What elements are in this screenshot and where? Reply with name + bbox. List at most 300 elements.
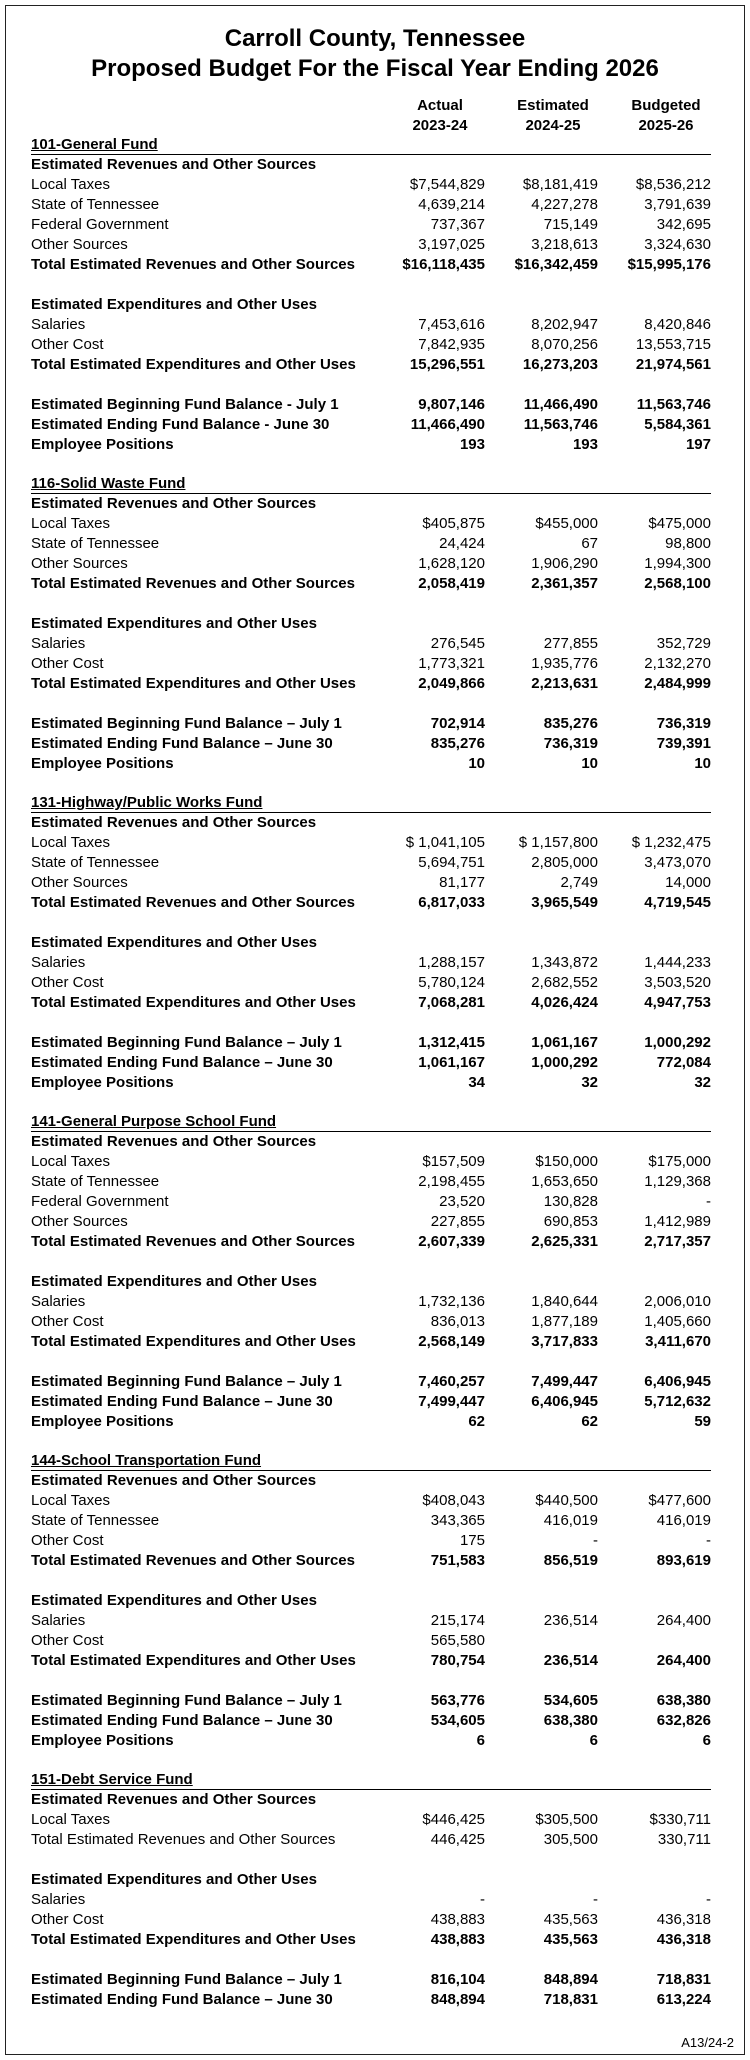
section-heading-row xyxy=(31,1591,711,1611)
row-label: Estimated Beginning Fund Balance - July 1 xyxy=(31,396,339,413)
row-label: Estimated Expenditures and Other Uses xyxy=(31,934,317,951)
row-label: Employee Positions xyxy=(31,1732,174,1749)
table-row xyxy=(31,873,711,893)
row-label: State of Tennessee xyxy=(31,854,160,871)
row-label: Total Estimated Expenditures and Other Uses xyxy=(31,994,356,1011)
value-actual: $157,509 xyxy=(422,1153,485,1170)
value-actual: 7,460,257 xyxy=(418,1373,485,1390)
fund-title: 131-Highway/Public Works Fund xyxy=(31,794,711,813)
value-estimated: 62 xyxy=(581,1413,598,1430)
value-estimated xyxy=(485,1631,598,1651)
value-actual: 11,466,490 xyxy=(410,416,485,433)
row-label: Local Taxes xyxy=(31,834,110,851)
value-actual: 780,754 xyxy=(430,1652,485,1669)
row-label: Total Estimated Expenditures and Other Uses xyxy=(31,356,356,373)
row-label: Other Cost xyxy=(31,1632,104,1649)
table-row xyxy=(31,1551,711,1571)
row-label: Other Sources xyxy=(31,1213,128,1230)
value-budgeted: 5,584,361 xyxy=(644,416,711,433)
value-estimated: 3,717,833 xyxy=(531,1333,598,1350)
fund-title: 116-Solid Waste Fund xyxy=(31,475,711,494)
table-row xyxy=(31,654,711,674)
value-actual: 1,628,120 xyxy=(418,555,485,572)
row-label: Estimated Expenditures and Other Uses xyxy=(31,296,317,313)
column-header-budgeted: Budgeted 2025-26 xyxy=(631,97,701,134)
row-label: State of Tennessee xyxy=(31,196,160,213)
table-row xyxy=(31,973,711,993)
fund-title: 101-General Fund xyxy=(31,136,711,155)
table-row xyxy=(31,754,711,774)
table-row xyxy=(31,734,711,754)
row-label: Other Sources xyxy=(31,874,128,891)
row-label: Other Cost xyxy=(31,1532,104,1549)
table-row xyxy=(31,235,711,255)
value-budgeted: 2,484,999 xyxy=(644,675,711,692)
value-budgeted: 98,800 xyxy=(665,535,711,552)
value-estimated: 638,380 xyxy=(543,1712,598,1729)
value-budgeted: 352,729 xyxy=(656,635,711,652)
section-heading-row xyxy=(31,1272,711,1292)
row-label: Estimated Beginning Fund Balance – July 1 xyxy=(31,1034,342,1051)
value-estimated: 1,061,167 xyxy=(531,1034,598,1051)
value-actual: 2,058,419 xyxy=(418,575,485,592)
value-actual: 7,499,447 xyxy=(418,1393,485,1410)
value-budgeted: $330,711 xyxy=(649,1811,711,1828)
value-actual: 835,276 xyxy=(430,735,485,752)
value-estimated: 435,563 xyxy=(543,1911,598,1928)
value-estimated: 718,831 xyxy=(543,1991,598,2008)
value-budgeted: 1,412,989 xyxy=(644,1213,711,1230)
value-actual: 215,174 xyxy=(430,1612,485,1629)
value-actual: 3,197,025 xyxy=(418,236,485,253)
value-actual: 23,520 xyxy=(439,1193,485,1210)
row-label: Other Sources xyxy=(31,555,128,572)
value-actual: 5,694,751 xyxy=(418,854,485,871)
value-budgeted: 5,712,632 xyxy=(644,1393,711,1410)
fund-title: 151-Debt Service Fund xyxy=(31,1771,711,1790)
table-row xyxy=(31,1053,711,1073)
value-actual: 4,639,214 xyxy=(418,196,485,213)
value-budgeted: 772,084 xyxy=(656,1054,711,1071)
table-row xyxy=(31,1711,711,1731)
value-actual: 737,367 xyxy=(430,216,485,233)
value-estimated: 7,499,447 xyxy=(531,1373,598,1390)
fund-spacer xyxy=(31,455,711,475)
value-estimated: 4,026,424 xyxy=(531,994,598,1011)
column-header-estimated: Estimated 2024-25 xyxy=(517,97,589,134)
row-label: Salaries xyxy=(31,954,86,971)
value-estimated: 1,343,872 xyxy=(531,954,598,971)
value-actual: 534,605 xyxy=(430,1712,485,1729)
row-label: Total Estimated Expenditures and Other Uses xyxy=(31,1333,356,1350)
table-row xyxy=(31,1731,711,1751)
value-budgeted: 436,318 xyxy=(656,1911,711,1928)
table-row xyxy=(31,554,711,574)
table-row xyxy=(31,1212,711,1232)
value-budgeted: 59 xyxy=(694,1413,711,1430)
value-budgeted: 1,129,368 xyxy=(644,1173,711,1190)
value-budgeted: 11,563,746 xyxy=(636,396,711,413)
value-actual: 193 xyxy=(459,436,485,453)
value-budgeted: 330,711 xyxy=(657,1831,711,1848)
value-actual: 7,068,281 xyxy=(418,994,485,1011)
value-actual: 438,883 xyxy=(430,1911,485,1928)
table-row xyxy=(31,1970,711,1990)
table-row xyxy=(31,1611,711,1631)
row-label: Estimated Expenditures and Other Uses xyxy=(31,1273,317,1290)
row-label: Estimated Ending Fund Balance – June 30 xyxy=(31,1393,333,1410)
row-label: Employee Positions xyxy=(31,1413,174,1430)
value-estimated: $8,181,419 xyxy=(522,176,598,193)
value-actual: 62 xyxy=(468,1413,485,1430)
row-label: Estimated Revenues and Other Sources xyxy=(31,1133,317,1150)
table-row xyxy=(31,415,711,435)
value-budgeted: 3,324,630 xyxy=(644,236,711,253)
table-row xyxy=(31,1152,711,1172)
value-budgeted: $475,000 xyxy=(648,515,711,532)
row-label: Total Estimated Revenues and Other Sources xyxy=(31,1552,355,1569)
value-actual: 227,855 xyxy=(430,1213,485,1230)
column-header-actual: Actual 2023-24 xyxy=(412,97,468,134)
section-heading-row xyxy=(31,614,711,634)
value-actual: 816,104 xyxy=(430,1971,485,1988)
value-budgeted: 436,318 xyxy=(656,1931,711,1948)
table-row xyxy=(31,1312,711,1332)
value-estimated: 2,682,552 xyxy=(531,974,598,991)
value-estimated: 277,855 xyxy=(543,635,598,652)
value-estimated: 6 xyxy=(589,1732,598,1749)
table-row xyxy=(31,315,711,335)
table-row xyxy=(31,1511,711,1531)
value-budgeted: $8,536,212 xyxy=(635,176,711,193)
value-budgeted: 3,503,520 xyxy=(644,974,711,991)
value-estimated: 2,625,331 xyxy=(531,1233,598,1250)
table-row xyxy=(31,1073,711,1093)
value-estimated: - xyxy=(593,1891,598,1908)
row-label: Salaries xyxy=(31,1612,86,1629)
table-row xyxy=(31,435,711,455)
fund-section xyxy=(31,794,711,1093)
value-budgeted: 264,400 xyxy=(656,1612,711,1629)
table-row xyxy=(31,853,711,873)
value-actual: $7,544,829 xyxy=(409,176,485,193)
table-row xyxy=(31,953,711,973)
row-label: Local Taxes xyxy=(31,176,110,193)
value-budgeted: 13,553,715 xyxy=(635,336,711,353)
value-estimated: 835,276 xyxy=(543,715,598,732)
table-row xyxy=(31,1930,711,1950)
value-budgeted: $15,995,176 xyxy=(627,256,711,273)
table-row xyxy=(31,335,711,355)
table-row xyxy=(31,395,711,415)
table-row xyxy=(31,1392,711,1412)
row-label: Total Estimated Revenues and Other Sources xyxy=(31,256,355,273)
row-label: Total Estimated Expenditures and Other Uses xyxy=(31,675,356,692)
fund-section xyxy=(31,1771,711,2010)
value-budgeted: 8,420,846 xyxy=(644,316,711,333)
value-estimated: 16,273,203 xyxy=(522,356,598,373)
funds-container xyxy=(6,136,744,2010)
value-actual: 24,424 xyxy=(439,535,485,552)
page-title: Carroll County, Tennessee xyxy=(224,25,526,52)
value-budgeted: 21,974,561 xyxy=(635,356,711,373)
value-actual: 1,288,157 xyxy=(418,954,485,971)
group-spacer xyxy=(31,1013,711,1033)
table-row xyxy=(31,634,711,654)
table-row xyxy=(31,1192,711,1212)
value-estimated: 1,840,644 xyxy=(531,1293,598,1310)
value-budgeted: 3,411,670 xyxy=(645,1333,711,1350)
table-row xyxy=(31,1412,711,1432)
value-estimated: 534,605 xyxy=(543,1692,598,1709)
value-actual: 563,776 xyxy=(430,1692,485,1709)
table-row xyxy=(31,893,711,913)
fund-section xyxy=(31,136,711,455)
row-label: Employee Positions xyxy=(31,436,174,453)
section-heading-row xyxy=(31,494,711,514)
group-spacer xyxy=(31,594,711,614)
value-estimated: $ 1,157,800 xyxy=(518,834,598,851)
row-label: Estimated Revenues and Other Sources xyxy=(31,156,317,173)
value-budgeted: 264,400 xyxy=(656,1652,711,1669)
value-estimated: 305,500 xyxy=(543,1831,598,1848)
table-row xyxy=(31,1810,711,1830)
value-actual: 446,425 xyxy=(430,1831,485,1848)
group-spacer xyxy=(31,1571,711,1591)
row-label: Salaries xyxy=(31,1891,86,1908)
table-row xyxy=(31,1531,711,1551)
row-label: Other Cost xyxy=(31,655,104,672)
row-label: Estimated Ending Fund Balance - June 30 xyxy=(31,416,330,433)
value-budgeted: 632,826 xyxy=(656,1712,711,1729)
value-estimated: 130,828 xyxy=(543,1193,598,1210)
value-actual: $405,875 xyxy=(422,515,485,532)
value-actual: 9,807,146 xyxy=(418,396,485,413)
value-actual: 343,365 xyxy=(430,1512,485,1529)
row-label: Estimated Beginning Fund Balance – July 1 xyxy=(31,1373,342,1390)
value-actual: 81,177 xyxy=(439,874,485,891)
value-estimated: 2,749 xyxy=(560,874,598,891)
value-estimated: 3,965,549 xyxy=(531,894,598,911)
value-actual: $16,118,435 xyxy=(402,256,485,273)
table-row xyxy=(31,1232,711,1252)
row-label: Federal Government xyxy=(31,216,169,233)
section-heading-row xyxy=(31,295,711,315)
value-estimated: $305,500 xyxy=(535,1811,598,1828)
value-actual: 836,013 xyxy=(430,1313,485,1330)
row-label: Local Taxes xyxy=(31,515,110,532)
table-row xyxy=(31,534,711,554)
value-actual: 6 xyxy=(476,1732,485,1749)
value-actual: 5,780,124 xyxy=(418,974,485,991)
value-estimated: 8,070,256 xyxy=(531,336,598,353)
table-row xyxy=(31,215,711,235)
row-label: Employee Positions xyxy=(31,1074,174,1091)
table-row xyxy=(31,1651,711,1671)
table-row xyxy=(31,714,711,734)
value-budgeted: 4,947,753 xyxy=(644,994,711,1011)
value-actual: 276,545 xyxy=(430,635,485,652)
value-estimated: 8,202,947 xyxy=(531,316,598,333)
value-actual: 2,607,339 xyxy=(418,1233,485,1250)
row-label: Local Taxes xyxy=(31,1492,110,1509)
row-label: Other Cost xyxy=(31,974,104,991)
value-estimated: 416,019 xyxy=(543,1512,598,1529)
row-label: Estimated Ending Fund Balance – June 30 xyxy=(31,1991,333,2008)
section-heading-row xyxy=(31,813,711,833)
value-estimated: 236,514 xyxy=(543,1652,598,1669)
section-heading-row xyxy=(31,1132,711,1152)
value-estimated: 67 xyxy=(581,535,598,552)
value-actual: 2,568,149 xyxy=(418,1333,485,1350)
value-actual: 6,817,033 xyxy=(418,894,485,911)
row-label: Salaries xyxy=(31,635,86,652)
table-row xyxy=(31,255,711,275)
row-label: Total Estimated Expenditures and Other Uses xyxy=(31,1931,356,1948)
value-estimated: $150,000 xyxy=(535,1153,598,1170)
table-row xyxy=(31,1033,711,1053)
row-label: Total Estimated Revenues and Other Sources xyxy=(31,1233,355,1250)
value-budgeted: 10 xyxy=(694,755,711,772)
group-spacer xyxy=(31,694,711,714)
group-spacer xyxy=(31,1850,711,1870)
value-actual: 2,198,455 xyxy=(418,1173,485,1190)
value-actual: 438,883 xyxy=(430,1931,485,1948)
table-row xyxy=(31,1631,711,1651)
value-budgeted: 6 xyxy=(702,1732,711,1749)
value-budgeted: 638,380 xyxy=(656,1692,711,1709)
value-budgeted: 739,391 xyxy=(656,735,711,752)
row-label: Total Estimated Revenues and Other Sources xyxy=(31,894,355,911)
value-budgeted: - xyxy=(706,1532,711,1549)
table-row xyxy=(31,1830,711,1850)
value-budgeted: $ 1,232,475 xyxy=(631,834,711,851)
row-label: Estimated Beginning Fund Balance – July 1 xyxy=(31,1692,342,1709)
value-estimated: 193 xyxy=(572,436,598,453)
table-row xyxy=(31,514,711,534)
value-budgeted: 1,994,300 xyxy=(644,555,711,572)
value-actual: 15,296,551 xyxy=(409,356,485,373)
value-actual: - xyxy=(480,1891,485,1908)
table-row xyxy=(31,833,711,853)
row-label: State of Tennessee xyxy=(31,1512,160,1529)
value-actual: 7,842,935 xyxy=(418,336,485,353)
value-estimated: 435,563 xyxy=(543,1931,598,1948)
row-label: Estimated Expenditures and Other Uses xyxy=(31,1871,317,1888)
value-budgeted: 736,319 xyxy=(656,715,711,732)
row-label: Local Taxes xyxy=(31,1811,110,1828)
page-footer-code: A13/24-2 xyxy=(681,2035,734,2050)
fund-section xyxy=(31,475,711,774)
value-budgeted: 1,000,292 xyxy=(644,1034,711,1051)
row-label: Estimated Revenues and Other Sources xyxy=(31,814,317,831)
value-estimated: 4,227,278 xyxy=(531,196,598,213)
row-label: State of Tennessee xyxy=(31,535,160,552)
value-budgeted: 197 xyxy=(685,436,711,453)
table-row xyxy=(31,674,711,694)
row-label: Federal Government xyxy=(31,1193,169,1210)
group-spacer xyxy=(31,1950,711,1970)
value-estimated: 1,653,650 xyxy=(531,1173,598,1190)
value-budgeted: - xyxy=(706,1891,711,1908)
value-actual: 565,580 xyxy=(430,1632,485,1649)
value-budgeted: 2,568,100 xyxy=(644,575,711,592)
value-budgeted: 32 xyxy=(694,1074,711,1091)
section-heading-row xyxy=(31,1870,711,1890)
row-label: Estimated Ending Fund Balance – June 30 xyxy=(31,1712,333,1729)
value-budgeted: 2,132,270 xyxy=(644,655,711,672)
value-estimated: 736,319 xyxy=(543,735,598,752)
column-headers xyxy=(6,96,744,136)
section-heading-row xyxy=(31,1471,711,1491)
value-actual: 1,732,136 xyxy=(418,1293,485,1310)
fund-spacer xyxy=(31,1751,711,1771)
value-estimated: 1,877,189 xyxy=(531,1313,598,1330)
table-row xyxy=(31,993,711,1013)
row-label: Estimated Expenditures and Other Uses xyxy=(31,1592,317,1609)
value-budgeted: 4,719,545 xyxy=(644,894,711,911)
row-label: Total Estimated Revenues and Other Sources xyxy=(31,575,355,592)
group-spacer xyxy=(31,275,711,295)
value-actual: 1,312,415 xyxy=(418,1034,485,1051)
value-actual: 175 xyxy=(459,1532,485,1549)
value-budgeted: 893,619 xyxy=(656,1552,711,1569)
row-label: Salaries xyxy=(31,1293,86,1310)
group-spacer xyxy=(31,375,711,395)
value-estimated: 715,149 xyxy=(543,216,598,233)
value-budgeted: - xyxy=(706,1193,711,1210)
table-row xyxy=(31,1990,711,2010)
table-row xyxy=(31,1691,711,1711)
fund-spacer xyxy=(31,1432,711,1452)
value-actual: 10 xyxy=(468,755,485,772)
value-estimated: 6,406,945 xyxy=(531,1393,598,1410)
value-actual: $446,425 xyxy=(422,1811,485,1828)
value-budgeted xyxy=(598,1631,711,1651)
value-estimated: 2,213,631 xyxy=(531,675,598,692)
value-estimated: $455,000 xyxy=(535,515,598,532)
value-estimated: 3,218,613 xyxy=(531,236,598,253)
value-budgeted: $175,000 xyxy=(648,1153,711,1170)
table-row xyxy=(31,1890,711,1910)
row-label: Other Cost xyxy=(31,1911,104,1928)
value-estimated: 1,000,292 xyxy=(531,1054,598,1071)
value-actual: 1,773,321 xyxy=(418,655,485,672)
value-estimated: 11,466,490 xyxy=(523,396,598,413)
value-budgeted: 14,000 xyxy=(665,874,711,891)
row-label: Estimated Ending Fund Balance – June 30 xyxy=(31,735,333,752)
row-label: Employee Positions xyxy=(31,755,174,772)
row-label: Estimated Beginning Fund Balance – July 1 xyxy=(31,1971,342,1988)
row-label: Other Cost xyxy=(31,1313,104,1330)
row-label: Other Cost xyxy=(31,336,104,353)
table-row xyxy=(31,1910,711,1930)
value-estimated: 11,563,746 xyxy=(523,416,598,433)
table-row xyxy=(31,1172,711,1192)
fund-title: 141-General Purpose School Fund xyxy=(31,1113,711,1132)
value-budgeted: 1,405,660 xyxy=(644,1313,711,1330)
table-row xyxy=(31,355,711,375)
section-heading-row xyxy=(31,155,711,175)
row-label: Local Taxes xyxy=(31,1153,110,1170)
fund-spacer xyxy=(31,1093,711,1113)
group-spacer xyxy=(31,913,711,933)
value-estimated: 32 xyxy=(581,1074,598,1091)
value-estimated: 856,519 xyxy=(543,1552,598,1569)
row-label: Estimated Beginning Fund Balance – July 1 xyxy=(31,715,342,732)
value-actual: $408,043 xyxy=(422,1492,485,1509)
table-row xyxy=(31,195,711,215)
